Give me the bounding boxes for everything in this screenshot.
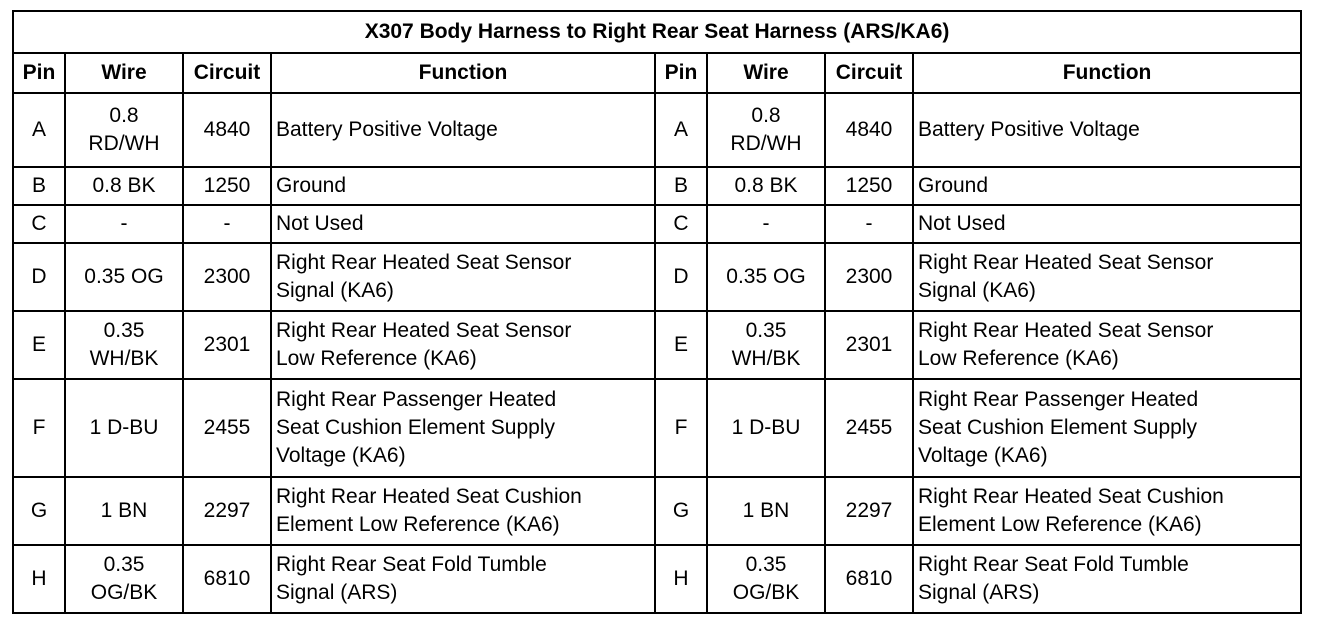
function-text: Signal (KA6)	[918, 279, 1036, 302]
wire-cell-left	[65, 243, 183, 311]
circuit-cell-right: 2301	[825, 311, 913, 379]
function-cell-left	[271, 167, 655, 205]
function-cell-right	[913, 477, 1301, 545]
wire-text: WH/BK	[731, 347, 801, 370]
wire-cell-left	[65, 93, 183, 167]
pin-cell-left: G	[13, 477, 65, 545]
circuit-cell-left: -	[183, 205, 271, 243]
function-text: Battery Positive Voltage	[918, 118, 1140, 141]
wire-text: -	[762, 212, 770, 235]
wire-text: RD/WH	[88, 132, 160, 155]
table-row	[13, 379, 1301, 477]
header-circuit-left: Circuit	[183, 53, 271, 93]
function-cell-right	[913, 205, 1301, 243]
function-text: Right Rear Heated Seat Sensor	[918, 319, 1214, 342]
function-text: Signal (KA6)	[276, 279, 394, 302]
function-text: Right Rear Passenger Heated	[276, 388, 557, 411]
pin-cell-right: B	[655, 167, 707, 205]
wire-cell-left	[65, 311, 183, 379]
header-wire-left: Wire	[65, 53, 183, 93]
wire-cell-left	[65, 167, 183, 205]
function-cell-left	[271, 545, 655, 613]
wire-cell-right	[707, 205, 825, 243]
function-text: Right Rear Seat Fold Tumble	[276, 553, 547, 576]
wire-text: 1 BN	[100, 499, 148, 522]
connector-pinout-table	[12, 10, 1302, 614]
function-text: Signal (ARS)	[276, 581, 398, 604]
function-text: Right Rear Heated Seat Sensor	[918, 251, 1214, 274]
function-text: Right Rear Heated Seat Cushion	[276, 485, 582, 508]
header-function-right: Function	[913, 53, 1301, 93]
function-cell-left	[271, 205, 655, 243]
wire-text: OG/BK	[90, 581, 158, 604]
pin-cell-left: A	[13, 93, 65, 167]
circuit-cell-right: 4840	[825, 93, 913, 167]
function-text: Not Used	[918, 212, 1006, 235]
function-text: Low Reference (KA6)	[276, 347, 477, 370]
table-row	[13, 477, 1301, 545]
pin-cell-left: D	[13, 243, 65, 311]
wire-text: 1 D-BU	[89, 416, 159, 439]
pin-cell-right: A	[655, 93, 707, 167]
wire-cell-left	[65, 545, 183, 613]
wire-text: 0.35 OG	[726, 265, 806, 288]
circuit-cell-left: 2300	[183, 243, 271, 311]
header-wire-right: Wire	[707, 53, 825, 93]
header-function-left: Function	[271, 53, 655, 93]
function-cell-right	[913, 311, 1301, 379]
pin-cell-right: E	[655, 311, 707, 379]
wire-text: 0.8 BK	[92, 174, 156, 197]
table-row	[13, 93, 1301, 167]
wire-text: RD/WH	[730, 132, 802, 155]
function-text: Right Rear Heated Seat Sensor	[276, 319, 572, 342]
function-text: Right Rear Heated Seat Sensor	[276, 251, 572, 274]
function-text: Ground	[276, 174, 347, 197]
wire-cell-left	[65, 379, 183, 477]
circuit-cell-right: 2297	[825, 477, 913, 545]
header-row	[13, 53, 1301, 93]
wire-cell-right	[707, 167, 825, 205]
circuit-cell-right: 6810	[825, 545, 913, 613]
function-text: Element Low Reference (KA6)	[276, 513, 560, 536]
wire-text: 0.8 BK	[734, 174, 798, 197]
header-pin-left: Pin	[13, 53, 65, 93]
circuit-cell-left: 2301	[183, 311, 271, 379]
table-body	[13, 93, 1301, 613]
function-cell-left	[271, 379, 655, 477]
circuit-cell-right: 2455	[825, 379, 913, 477]
function-cell-right	[913, 379, 1301, 477]
header-pin-right: Pin	[655, 53, 707, 93]
circuit-cell-left: 2455	[183, 379, 271, 477]
wire-cell-right	[707, 93, 825, 167]
function-text: Seat Cushion Element Supply	[276, 416, 555, 439]
pin-cell-left: C	[13, 205, 65, 243]
function-text: Seat Cushion Element Supply	[918, 416, 1197, 439]
function-cell-left	[271, 243, 655, 311]
circuit-cell-right: -	[825, 205, 913, 243]
pin-cell-right: F	[655, 379, 707, 477]
wire-text: 0.35 OG	[84, 265, 164, 288]
function-cell-right	[913, 243, 1301, 311]
pin-cell-right: H	[655, 545, 707, 613]
wire-text: 0.35	[103, 553, 145, 576]
wire-cell-right	[707, 477, 825, 545]
function-cell-right	[913, 93, 1301, 167]
circuit-cell-left: 6810	[183, 545, 271, 613]
pin-cell-right: C	[655, 205, 707, 243]
function-text: Element Low Reference (KA6)	[918, 513, 1202, 536]
circuit-cell-left: 2297	[183, 477, 271, 545]
function-text: Right Rear Passenger Heated	[918, 388, 1199, 411]
title-row	[13, 11, 1301, 53]
pin-cell-left: B	[13, 167, 65, 205]
wire-cell-left	[65, 205, 183, 243]
function-text: Signal (ARS)	[918, 581, 1040, 604]
wire-cell-right	[707, 545, 825, 613]
function-cell-left	[271, 93, 655, 167]
function-cell-right	[913, 167, 1301, 205]
table-row	[13, 311, 1301, 379]
wire-text: 0.35	[745, 553, 787, 576]
table-row	[13, 545, 1301, 613]
wire-text: 0.8	[109, 104, 139, 127]
function-cell-left	[271, 477, 655, 545]
function-text: Ground	[918, 174, 989, 197]
function-text: Voltage (KA6)	[276, 444, 406, 467]
wire-text: -	[120, 212, 128, 235]
function-cell-left	[271, 311, 655, 379]
function-text: Voltage (KA6)	[918, 444, 1048, 467]
pin-cell-right: G	[655, 477, 707, 545]
wire-text: OG/BK	[732, 581, 800, 604]
table-row	[13, 167, 1301, 205]
wire-cell-right	[707, 379, 825, 477]
wire-text: 1 BN	[742, 499, 790, 522]
circuit-cell-left: 1250	[183, 167, 271, 205]
function-text: Right Rear Seat Fold Tumble	[918, 553, 1189, 576]
function-text: Not Used	[276, 212, 364, 235]
wire-text: 0.35	[745, 319, 787, 342]
connector-table-frame	[12, 10, 1300, 614]
wire-text: 0.35	[103, 319, 145, 342]
function-cell-right	[913, 545, 1301, 613]
wire-text: 0.8	[751, 104, 781, 127]
pin-cell-left: F	[13, 379, 65, 477]
wire-text: 1 D-BU	[731, 416, 801, 439]
header-circuit-right: Circuit	[825, 53, 913, 93]
circuit-cell-right: 2300	[825, 243, 913, 311]
wire-cell-right	[707, 311, 825, 379]
wire-cell-left	[65, 477, 183, 545]
table-row	[13, 205, 1301, 243]
table-title: X307 Body Harness to Right Rear Seat Harness (ARS/KA6)	[13, 11, 1301, 53]
circuit-cell-left: 4840	[183, 93, 271, 167]
table-row	[13, 243, 1301, 311]
function-text: Right Rear Heated Seat Cushion	[918, 485, 1224, 508]
wire-text: WH/BK	[89, 347, 159, 370]
wire-cell-right	[707, 243, 825, 311]
function-text: Battery Positive Voltage	[276, 118, 498, 141]
pin-cell-left: E	[13, 311, 65, 379]
function-text: Low Reference (KA6)	[918, 347, 1119, 370]
circuit-cell-right: 1250	[825, 167, 913, 205]
pin-cell-left: H	[13, 545, 65, 613]
pin-cell-right: D	[655, 243, 707, 311]
